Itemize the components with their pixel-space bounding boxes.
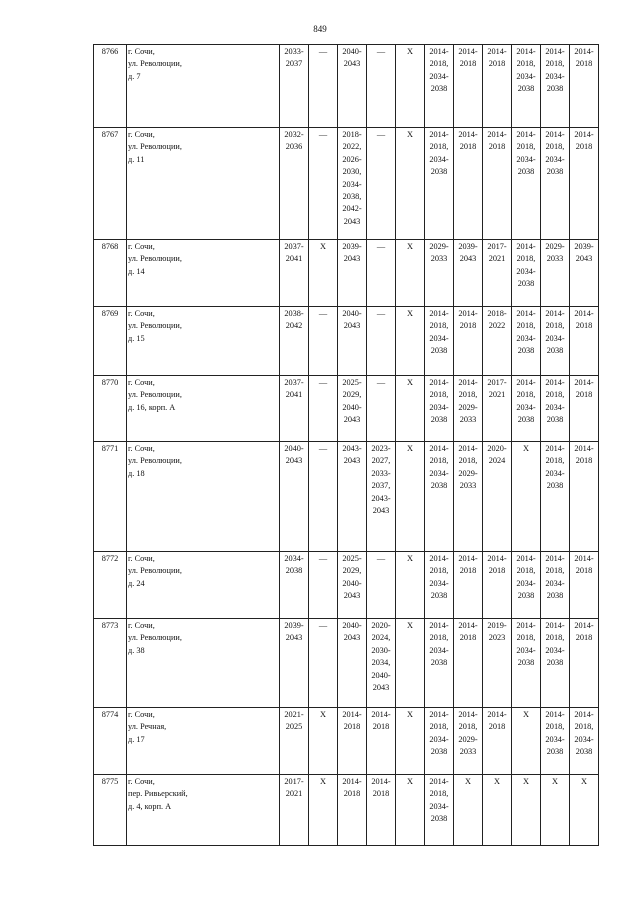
- period-cell: 2014- 2018: [454, 619, 483, 708]
- address-cell: г. Сочи, ул. Речная, д. 17: [127, 708, 280, 775]
- period-cell: X: [396, 552, 425, 619]
- period-cell: X: [483, 775, 512, 846]
- period-cell: X: [541, 775, 570, 846]
- row-number: 8767: [94, 128, 127, 240]
- period-cell: —: [367, 45, 396, 128]
- period-cell: 2017- 2021: [280, 775, 309, 846]
- period-cell: 2014- 2018: [483, 128, 512, 240]
- period-cell: 2014- 2018, 2034- 2038: [541, 45, 570, 128]
- period-cell: —: [367, 240, 396, 307]
- row-number: 8770: [94, 376, 127, 442]
- period-cell: 2014- 2018: [570, 45, 599, 128]
- row-number: 8772: [94, 552, 127, 619]
- table-row: [94, 775, 599, 846]
- period-cell: 2014- 2018: [570, 128, 599, 240]
- period-cell: 2023- 2027, 2033- 2037, 2043- 2043: [367, 442, 396, 552]
- period-cell: 2014- 2018, 2034- 2038: [425, 442, 454, 552]
- table-row: [94, 619, 599, 708]
- period-cell: 2014- 2018, 2034- 2038: [425, 376, 454, 442]
- period-cell: 2014- 2018: [367, 775, 396, 846]
- period-cell: 2014- 2018, 2034- 2038: [425, 552, 454, 619]
- period-cell: 2021- 2025: [280, 708, 309, 775]
- row-number: 8771: [94, 442, 127, 552]
- register-table: [93, 44, 599, 846]
- period-cell: 2014- 2018, 2034- 2038: [541, 128, 570, 240]
- period-cell: —: [309, 442, 338, 552]
- period-cell: 2014- 2018: [570, 307, 599, 376]
- table-row: [94, 442, 599, 552]
- period-cell: 2014- 2018: [338, 708, 367, 775]
- period-cell: 2014- 2018, 2034- 2038: [512, 307, 541, 376]
- period-cell: X: [396, 45, 425, 128]
- period-cell: 2014- 2018, 2034- 2038: [425, 619, 454, 708]
- period-cell: 2018- 2022: [483, 307, 512, 376]
- period-cell: 2029- 2033: [541, 240, 570, 307]
- period-cell: 2014- 2018: [483, 552, 512, 619]
- page-number: 849: [313, 24, 327, 34]
- period-cell: —: [309, 552, 338, 619]
- period-cell: —: [367, 307, 396, 376]
- period-cell: 2043- 2043: [338, 442, 367, 552]
- period-cell: X: [309, 775, 338, 846]
- row-number: 8769: [94, 307, 127, 376]
- period-cell: X: [512, 775, 541, 846]
- address-cell: г. Сочи, ул. Революции, д. 14: [127, 240, 280, 307]
- period-cell: 2037- 2041: [280, 240, 309, 307]
- table-row: [94, 708, 599, 775]
- period-cell: X: [396, 376, 425, 442]
- period-cell: 2014- 2018, 2034- 2038: [425, 775, 454, 846]
- period-cell: X: [396, 619, 425, 708]
- row-number: 8775: [94, 775, 127, 846]
- period-cell: 2014- 2018, 2034- 2038: [512, 376, 541, 442]
- period-cell: 2029- 2033: [425, 240, 454, 307]
- period-cell: X: [512, 708, 541, 775]
- period-cell: —: [309, 128, 338, 240]
- period-cell: 2039- 2043: [570, 240, 599, 307]
- table-row: [94, 45, 599, 128]
- table-row: [94, 128, 599, 240]
- period-cell: 2014- 2018, 2034- 2038: [541, 307, 570, 376]
- address-cell: г. Сочи, ул. Революции, д. 7: [127, 45, 280, 128]
- period-cell: 2014- 2018: [570, 376, 599, 442]
- row-number: 8768: [94, 240, 127, 307]
- address-cell: г. Сочи, ул. Революции, д. 38: [127, 619, 280, 708]
- period-cell: 2014- 2018, 2034- 2038: [512, 45, 541, 128]
- period-cell: 2019- 2023: [483, 619, 512, 708]
- period-cell: 2040- 2043: [338, 307, 367, 376]
- period-cell: —: [367, 552, 396, 619]
- period-cell: 2014- 2018: [338, 775, 367, 846]
- address-cell: г. Сочи, ул. Революции, д. 11: [127, 128, 280, 240]
- period-cell: X: [396, 128, 425, 240]
- period-cell: 2014- 2018: [454, 128, 483, 240]
- period-cell: 2040- 2043: [338, 45, 367, 128]
- period-cell: 2020- 2024, 2030- 2034, 2040- 2043: [367, 619, 396, 708]
- row-number: 8774: [94, 708, 127, 775]
- period-cell: 2014- 2018, 2034- 2038: [541, 376, 570, 442]
- period-cell: X: [512, 442, 541, 552]
- period-cell: 2014- 2018: [483, 45, 512, 128]
- period-cell: 2040- 2043: [280, 442, 309, 552]
- period-cell: 2033- 2037: [280, 45, 309, 128]
- period-cell: 2040- 2043: [338, 619, 367, 708]
- period-cell: 2014- 2018: [483, 708, 512, 775]
- period-cell: 2014- 2018, 2034- 2038: [425, 45, 454, 128]
- period-cell: 2037- 2041: [280, 376, 309, 442]
- address-cell: г. Сочи, ул. Революции, д. 24: [127, 552, 280, 619]
- period-cell: 2017- 2021: [483, 240, 512, 307]
- period-cell: 2014- 2018, 2034- 2038: [425, 708, 454, 775]
- period-cell: 2014- 2018, 2034- 2038: [541, 619, 570, 708]
- period-cell: 2034- 2038: [280, 552, 309, 619]
- period-cell: —: [309, 307, 338, 376]
- table-row: [94, 376, 599, 442]
- period-cell: 2014- 2018: [570, 619, 599, 708]
- period-cell: —: [309, 45, 338, 128]
- period-cell: —: [367, 128, 396, 240]
- period-cell: 2025- 2029, 2040- 2043: [338, 552, 367, 619]
- period-cell: 2014- 2018: [454, 552, 483, 619]
- period-cell: X: [454, 775, 483, 846]
- address-cell: г. Сочи, ул. Революции, д. 15: [127, 307, 280, 376]
- period-cell: 2014- 2018: [367, 708, 396, 775]
- period-cell: 2014- 2018, 2034- 2038: [541, 552, 570, 619]
- period-cell: 2014- 2018, 2034- 2038: [541, 708, 570, 775]
- period-cell: X: [396, 775, 425, 846]
- period-cell: X: [309, 708, 338, 775]
- period-cell: X: [396, 240, 425, 307]
- period-cell: 2014- 2018: [454, 45, 483, 128]
- address-cell: г. Сочи, пер. Ривьерский, д. 4, корп. А: [127, 775, 280, 846]
- period-cell: X: [396, 307, 425, 376]
- period-cell: 2014- 2018, 2029- 2033: [454, 708, 483, 775]
- period-cell: —: [309, 619, 338, 708]
- table-row: [94, 552, 599, 619]
- address-cell: г. Сочи, ул. Революции, д. 18: [127, 442, 280, 552]
- period-cell: 2032- 2036: [280, 128, 309, 240]
- period-cell: —: [367, 376, 396, 442]
- period-cell: 2020- 2024: [483, 442, 512, 552]
- period-cell: 2039- 2043: [280, 619, 309, 708]
- period-cell: 2014- 2018, 2034- 2038: [425, 128, 454, 240]
- period-cell: 2014- 2018, 2034- 2038: [570, 708, 599, 775]
- period-cell: 2014- 2018, 2034- 2038: [512, 240, 541, 307]
- period-cell: X: [396, 708, 425, 775]
- period-cell: 2014- 2018: [570, 442, 599, 552]
- table-body: [94, 45, 599, 846]
- period-cell: X: [309, 240, 338, 307]
- period-cell: X: [570, 775, 599, 846]
- period-cell: 2014- 2018: [570, 552, 599, 619]
- period-cell: 2014- 2018, 2034- 2038: [425, 307, 454, 376]
- table-row: [94, 240, 599, 307]
- period-cell: 2014- 2018, 2029- 2033: [454, 442, 483, 552]
- row-number: 8773: [94, 619, 127, 708]
- table-row: [94, 307, 599, 376]
- period-cell: 2014- 2018, 2034- 2038: [512, 619, 541, 708]
- row-number: 8766: [94, 45, 127, 128]
- period-cell: —: [309, 376, 338, 442]
- period-cell: X: [396, 442, 425, 552]
- address-cell: г. Сочи, ул. Революции, д. 16, корп. А: [127, 376, 280, 442]
- period-cell: 2014- 2018, 2034- 2038: [512, 552, 541, 619]
- period-cell: 2038- 2042: [280, 307, 309, 376]
- period-cell: 2014- 2018, 2034- 2038: [541, 442, 570, 552]
- period-cell: 2017- 2021: [483, 376, 512, 442]
- period-cell: 2014- 2018, 2034- 2038: [512, 128, 541, 240]
- period-cell: 2014- 2018: [454, 307, 483, 376]
- period-cell: 2018- 2022, 2026- 2030, 2034- 2038, 2042- 2043: [338, 128, 367, 240]
- period-cell: 2039- 2043: [338, 240, 367, 307]
- period-cell: 2039- 2043: [454, 240, 483, 307]
- period-cell: 2014- 2018, 2029- 2033: [454, 376, 483, 442]
- period-cell: 2025- 2029, 2040- 2043: [338, 376, 367, 442]
